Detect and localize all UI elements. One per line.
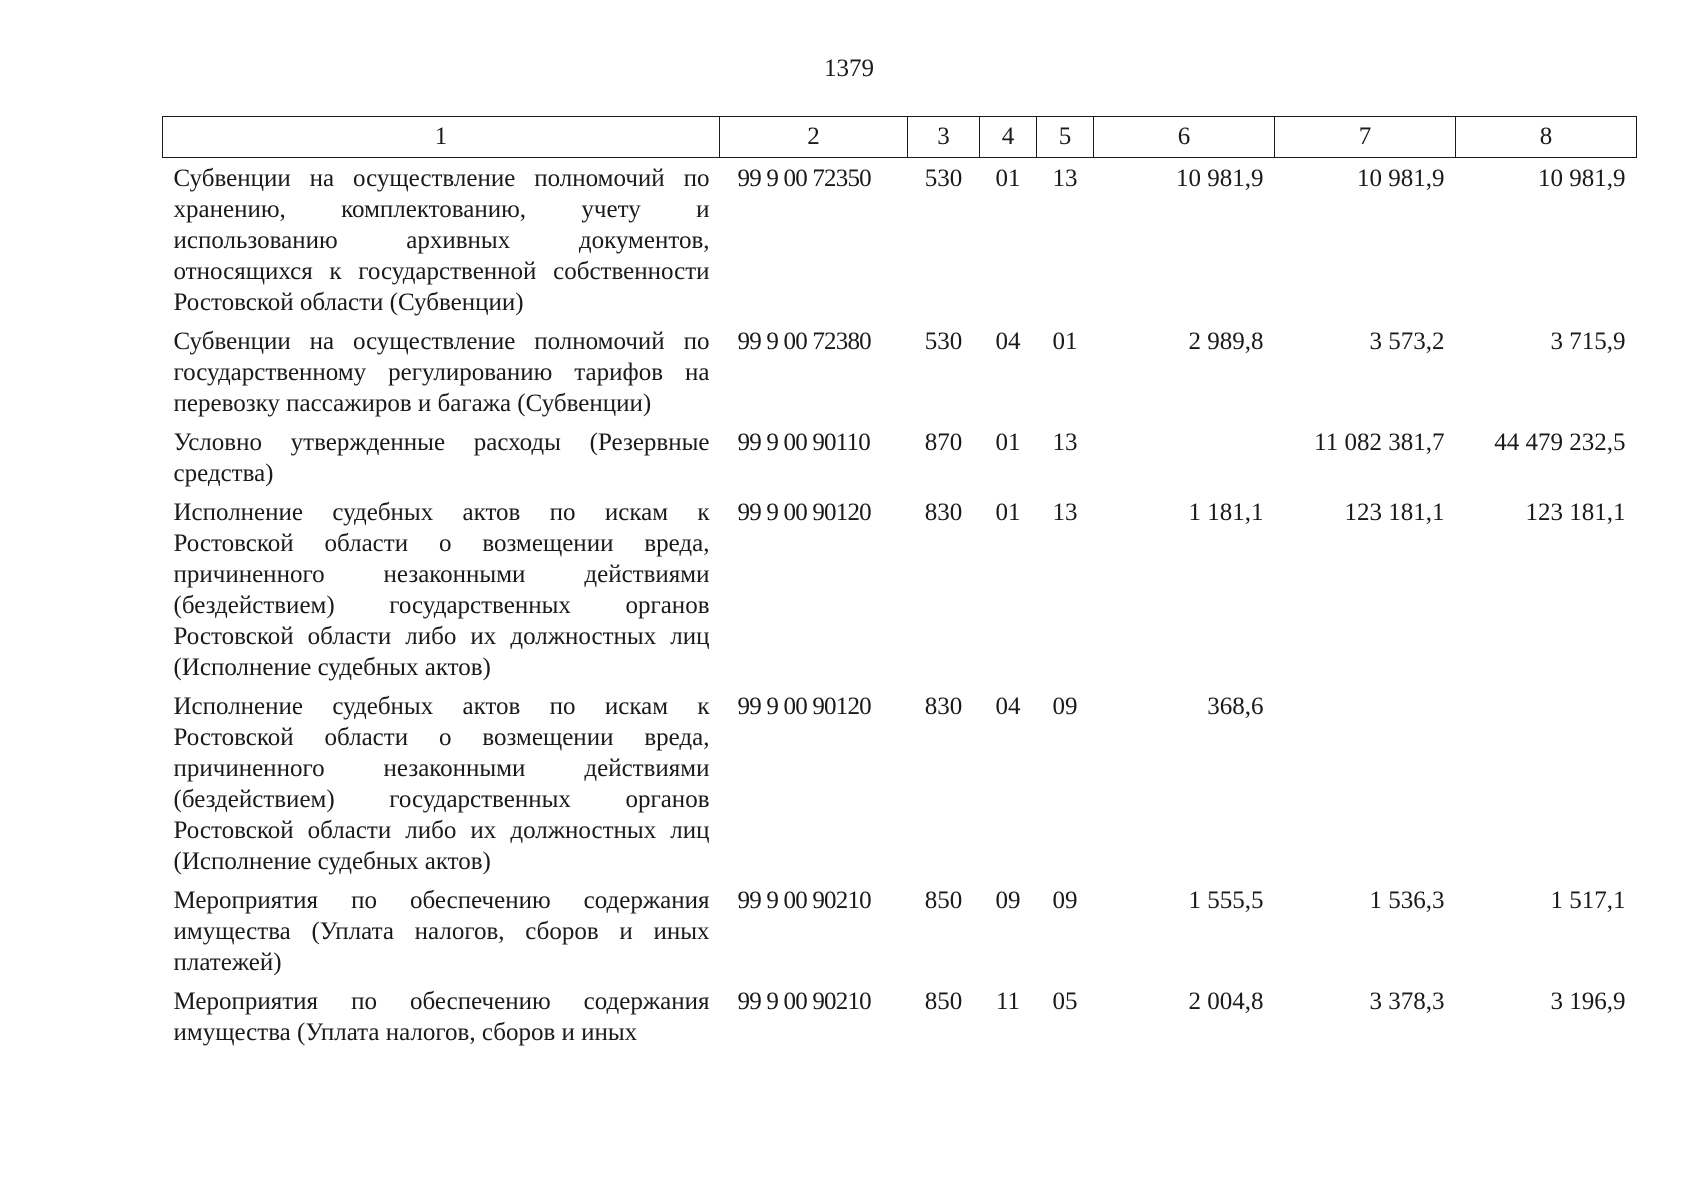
row-amount-col6 [1094, 422, 1275, 492]
row-subsection: 13 [1052, 165, 1078, 192]
table-row [163, 492, 1637, 686]
row-amount-col8: 3 715,9 [1550, 328, 1626, 355]
row-subsection: 05 [1052, 988, 1078, 1015]
column-header-1: 1 [163, 117, 720, 158]
budget-table [162, 116, 1637, 1051]
row-amount-col8: 44 479 232,5 [1494, 429, 1626, 456]
row-amount-col8: 1 517,1 [1550, 887, 1626, 914]
row-amount-col6: 1 181,1 [1188, 499, 1264, 526]
table-row [163, 686, 1637, 880]
row-expense-type: 530 [924, 328, 963, 355]
table-row [163, 321, 1637, 422]
page-number: 1379 [824, 55, 874, 82]
row-section: 11 [995, 988, 1021, 1015]
row-description: Мероприятия по обеспечению содержания имущества (Уплата налогов, сборов и иных [173, 988, 710, 1046]
row-target-code: 99 9 00 72380 [737, 328, 871, 355]
row-amount-col7: 10 981,9 [1357, 165, 1445, 192]
column-header-2: 2 [720, 117, 908, 158]
row-amount-col8 [1456, 686, 1637, 880]
row-description: Субвенции на осуществление полномочий по государственному регулированию тарифов на перевозку пассажиров и багажа (Субвенции) [173, 328, 710, 417]
row-description: Субвенции на осуществление полномочий по хранению, комплектованию, учету и использованию архивных документов, относящихся к государственной собственности Ростовской области (Субвенции) [173, 165, 710, 316]
row-expense-type: 830 [924, 693, 963, 720]
row-target-code: 99 9 00 90120 [737, 499, 871, 526]
row-subsection: 09 [1052, 887, 1078, 914]
row-expense-type: 870 [924, 429, 963, 456]
row-subsection: 13 [1052, 499, 1078, 526]
table-row [163, 158, 1637, 322]
row-section: 01 [995, 499, 1021, 526]
row-description: Мероприятия по обеспечению содержания имущества (Уплата налогов, сборов и иных платежей) [173, 887, 710, 976]
row-subsection: 01 [1052, 328, 1078, 355]
column-header-7: 7 [1275, 117, 1456, 158]
row-target-code: 99 9 00 90210 [737, 887, 871, 914]
row-amount-col6: 368,6 [1207, 693, 1264, 720]
table-header-row [163, 117, 1637, 158]
column-header-3: 3 [908, 117, 980, 158]
row-amount-col7: 1 536,3 [1369, 887, 1445, 914]
row-subsection: 09 [1052, 693, 1078, 720]
row-target-code: 99 9 00 90210 [737, 988, 871, 1015]
column-header-5: 5 [1037, 117, 1094, 158]
row-amount-col6: 2 989,8 [1188, 328, 1264, 355]
row-amount-col8: 3 196,9 [1550, 988, 1626, 1015]
row-subsection: 13 [1052, 429, 1078, 456]
row-target-code: 99 9 00 90120 [737, 693, 871, 720]
row-expense-type: 530 [924, 165, 963, 192]
table-row [163, 981, 1637, 1051]
row-expense-type: 830 [924, 499, 963, 526]
row-amount-col6: 2 004,8 [1188, 988, 1264, 1015]
row-amount-col7 [1275, 686, 1456, 880]
row-amount-col8: 123 181,1 [1525, 499, 1626, 526]
row-amount-col7: 11 082 381,7 [1314, 429, 1445, 456]
row-amount-col6: 1 555,5 [1188, 887, 1264, 914]
row-section: 04 [995, 693, 1021, 720]
row-amount-col8: 10 981,9 [1538, 165, 1626, 192]
table-row [163, 422, 1637, 492]
row-target-code: 99 9 00 72350 [737, 165, 871, 192]
row-description: Исполнение судебных актов по искам к Ростовской области о возмещении вреда, причиненного незаконными действиями (бездействием) государственных органов Ростовской области либо их должностных лиц (Исполнение судебных актов) [173, 693, 710, 875]
row-description: Условно утвержденные расходы (Резервные средства) [173, 429, 710, 487]
row-target-code: 99 9 00 90110 [737, 429, 870, 456]
row-section: 09 [995, 887, 1021, 914]
row-section: 01 [995, 165, 1021, 192]
row-section: 01 [995, 429, 1021, 456]
row-section: 04 [995, 328, 1021, 355]
column-header-6: 6 [1094, 117, 1275, 158]
row-description: Исполнение судебных актов по искам к Ростовской области о возмещении вреда, причиненного незаконными действиями (бездействием) государственных органов Ростовской области либо их должностных лиц (Исполнение судебных актов) [173, 499, 710, 681]
row-amount-col6: 10 981,9 [1176, 165, 1264, 192]
row-expense-type: 850 [924, 988, 963, 1015]
column-header-8: 8 [1456, 117, 1637, 158]
row-expense-type: 850 [924, 887, 963, 914]
row-amount-col7: 123 181,1 [1344, 499, 1445, 526]
column-header-4: 4 [980, 117, 1037, 158]
table-row [163, 880, 1637, 981]
row-amount-col7: 3 573,2 [1369, 328, 1445, 355]
row-amount-col7: 3 378,3 [1369, 988, 1445, 1015]
